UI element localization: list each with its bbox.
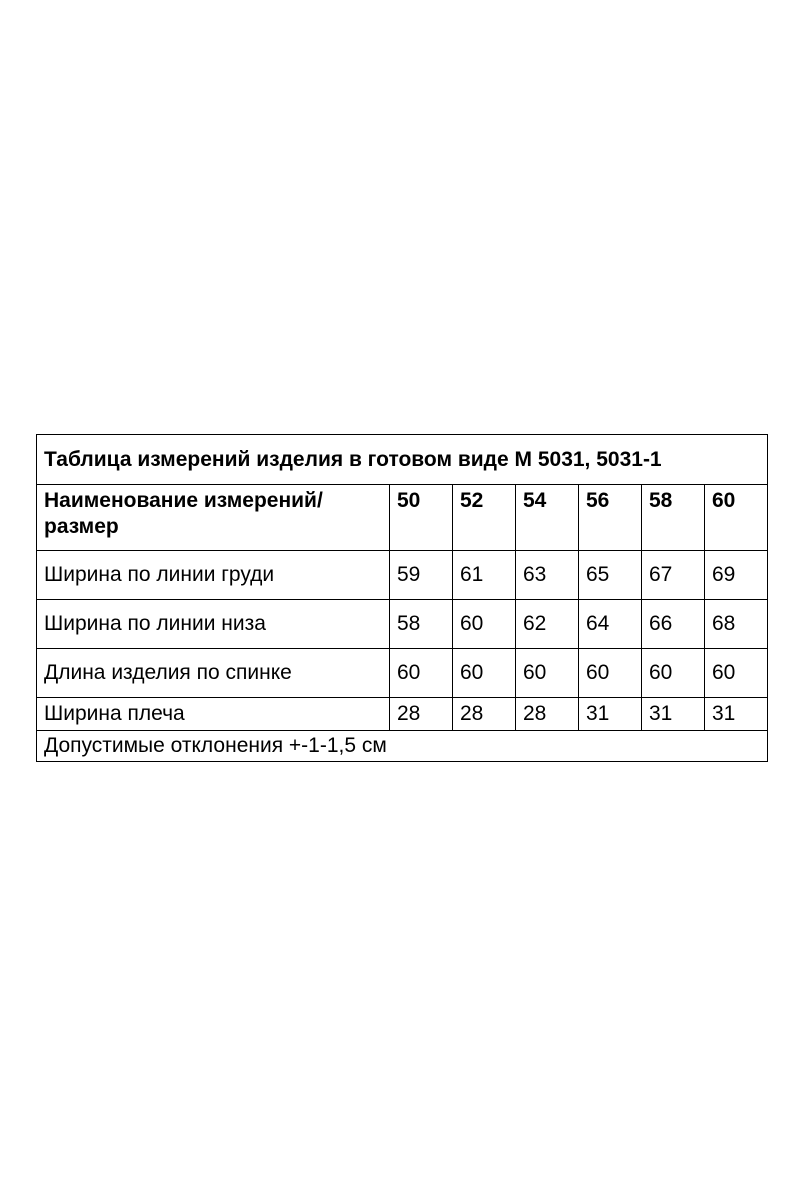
table-row [37,649,768,698]
measurement-value: 28 [390,698,453,731]
measurement-value: 61 [453,551,516,600]
size-measurement-table [36,434,768,762]
size-header: 60 [705,485,768,551]
measurement-value: 60 [579,649,642,698]
measurement-value: 31 [705,698,768,731]
measurement-value: 66 [642,600,705,649]
measurement-value: 63 [516,551,579,600]
size-header: 58 [642,485,705,551]
measurement-value: 60 [642,649,705,698]
title-row [37,435,768,485]
measurement-value: 60 [453,600,516,649]
measurement-name: Ширина по линии низа [37,600,390,649]
measurement-name: Ширина плеча [37,698,390,731]
table-row [37,698,768,731]
measurement-value: 31 [579,698,642,731]
measurement-name-header: Наименование измерений/размер [37,485,390,551]
measurement-value: 60 [390,649,453,698]
measurement-value: 31 [642,698,705,731]
measurement-value: 69 [705,551,768,600]
table-row [37,600,768,649]
size-header: 50 [390,485,453,551]
header-row [37,485,768,551]
measurement-value: 28 [516,698,579,731]
size-header: 56 [579,485,642,551]
measurement-name: Ширина по линии груди [37,551,390,600]
measurement-value: 62 [516,600,579,649]
measurement-value: 65 [579,551,642,600]
measurement-value: 60 [705,649,768,698]
measurement-value: 60 [516,649,579,698]
measurement-name: Длина изделия по спинке [37,649,390,698]
measurement-value: 60 [453,649,516,698]
footer-row [37,731,768,762]
measurement-value: 58 [390,600,453,649]
size-header: 52 [453,485,516,551]
table-title: Таблица измерений изделия в готовом виде М 5031, 5031-1 [37,435,768,485]
measurement-value: 67 [642,551,705,600]
tolerance-note: Допустимые отклонения +-1-1,5 см [37,731,768,762]
measurement-value: 68 [705,600,768,649]
measurement-value: 28 [453,698,516,731]
measurement-value: 64 [579,600,642,649]
measurement-value: 59 [390,551,453,600]
size-header: 54 [516,485,579,551]
table-row [37,551,768,600]
